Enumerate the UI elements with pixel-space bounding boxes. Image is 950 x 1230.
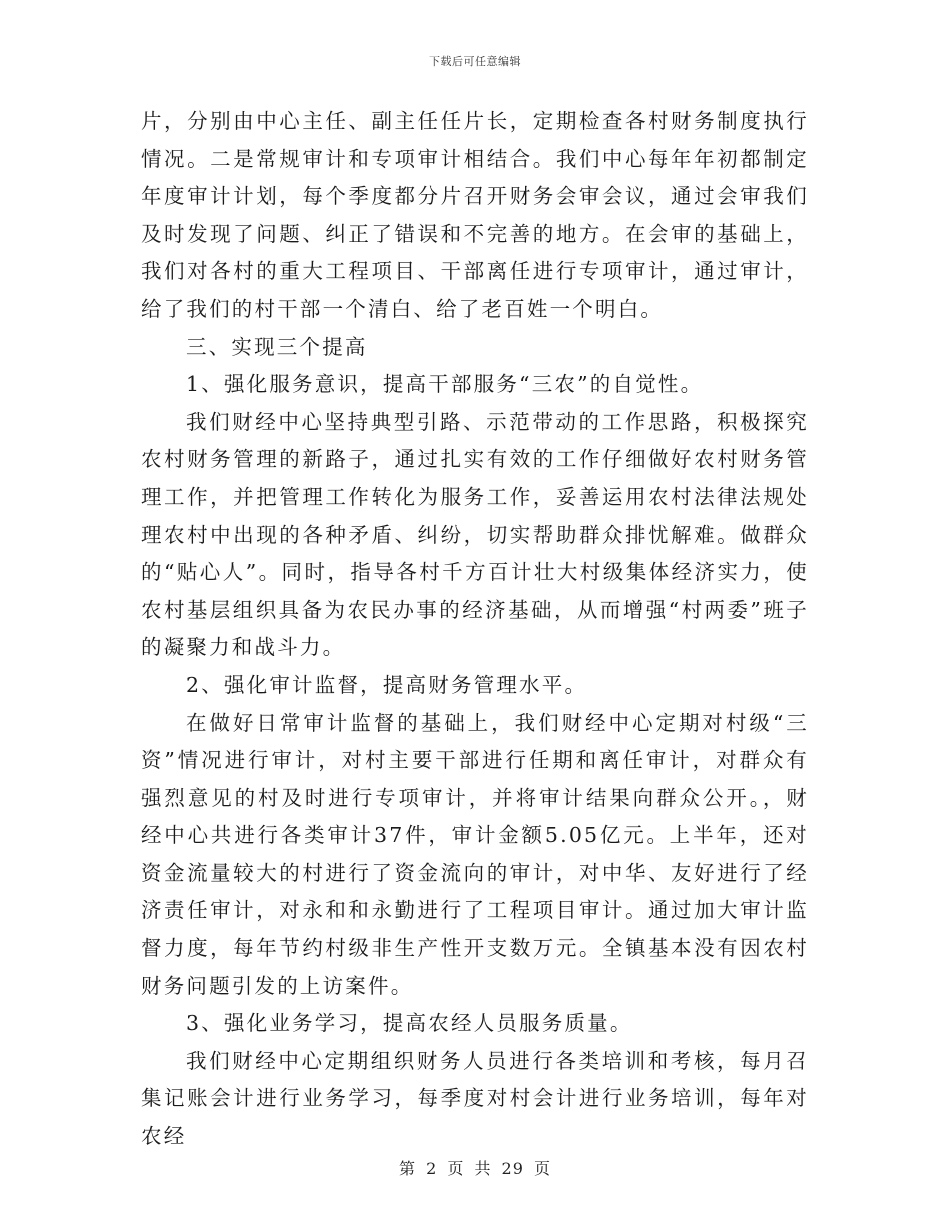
header-note: 下载后可任意编辑 <box>429 55 521 68</box>
section-heading: 三、实现三个提高 <box>186 334 368 359</box>
subheading-3: 3、强化业务学习，提高农经人员服务质量。 <box>186 1011 633 1036</box>
paragraph-service: 我们财经中心坚持典型引路、示范带动的工作思路，积极探究农村财务管理的新路子，通过扎实有效的工作仔细做好农村财务管理工作，并把管理工作转化为服务工作，妥善运用农村法律法规处理农村中出现的各种矛盾、纠纷，切实帮助群众排忧解难。做群众的“贴心人”。同时，指导各村千方百计壮大村级集体经济实力，使农村基层组织具备为农民办事的经济基础，从而增强“村两委”班子的凝聚力和战斗力。 <box>141 409 809 660</box>
paragraph-continuation: 片，分别由中心主任、副主任任片长，定期检查各村财务制度执行情况。二是常规审计和专项审计相结合。我们中心每年年初都制定年度审计计划，每个季度都分片召开财务会审会议，通过会审我们及时发现了问题、纠正了错误和不完善的地方。在会审的基础上，我们对各村的重大工程项目、干部离任进行专项审计，通过审计，给了我们的村干部一个清白、给了老百姓一个明白。 <box>141 109 809 321</box>
page-number: 第 2 页 共 29 页 <box>399 1159 551 1178</box>
body-text <box>141 103 809 1156</box>
subheading-1: 1、强化服务意识，提高干部服务“三农”的自觉性。 <box>186 372 704 397</box>
paragraph-training: 我们财经中心定期组织财务人员进行各类培训和考核，每月召集记账会计进行业务学习，每季度对村会计进行业务培训，每年对农经 <box>141 1048 809 1149</box>
subheading-2: 2、强化审计监督，提高财务管理水平。 <box>186 672 588 697</box>
paragraph-audit: 在做好日常审计监督的基础上，我们财经中心定期对村级“三资”情况进行审计，对村主要干部进行任期和离任审计，对群众有强烈意见的村及时进行专项审计，并将审计结果向群众公开。，财经中心共进行各类审计37件，审计金额5.05亿元。上半年，还对资金流量较大的村进行了资金流向的审计，对中华、友好进行了经济责任审计，对永和和永勤进行了工程项目审计。通过加大审计监督力度，每年节约村级非生产性开支数万元。全镇基本没有因农村财务问题引发的上访案件。 <box>141 710 809 998</box>
